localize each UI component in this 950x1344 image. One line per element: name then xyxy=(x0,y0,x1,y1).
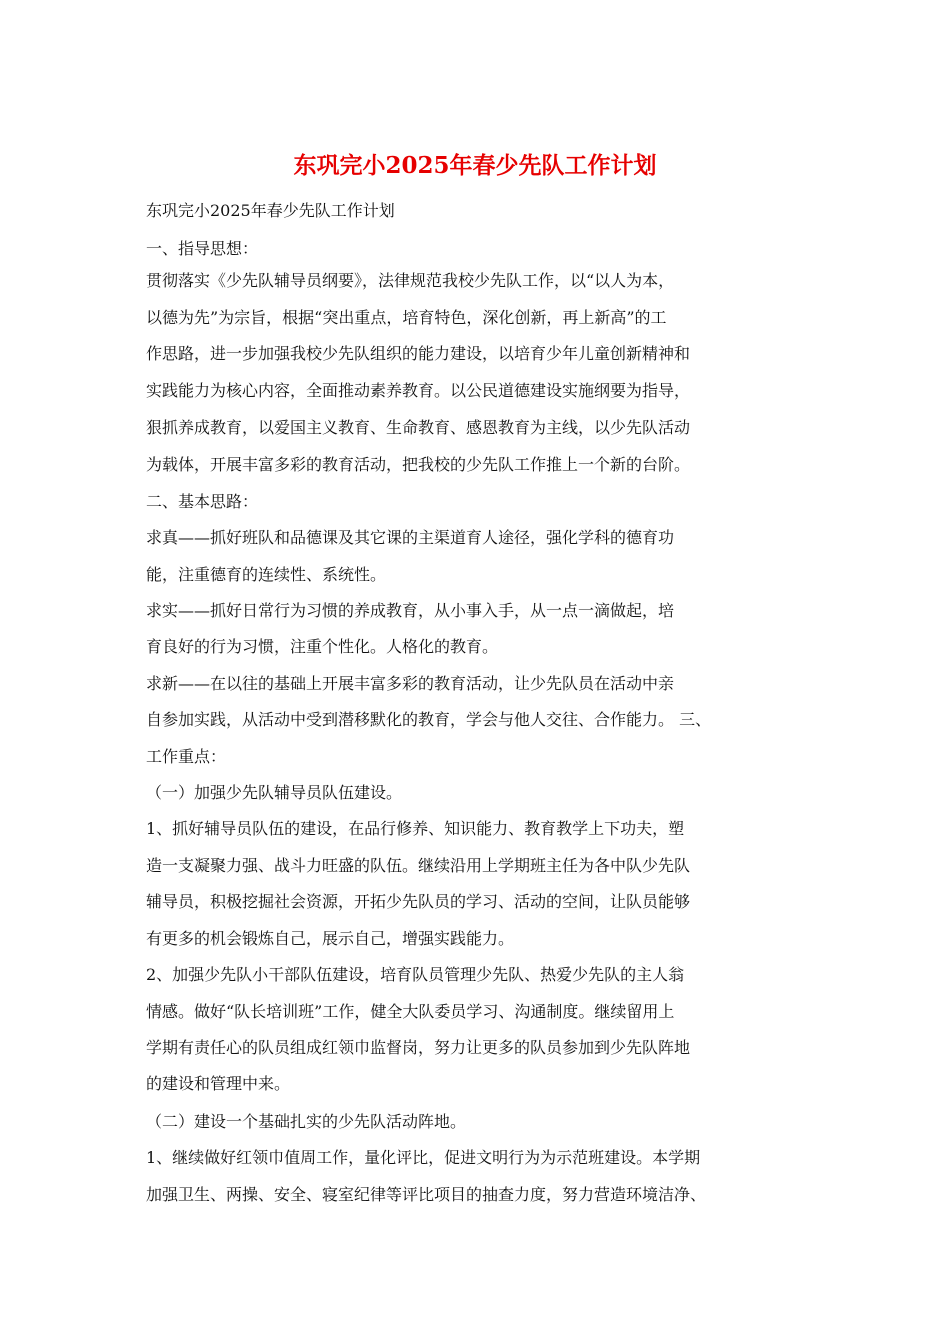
body-line: 有更多的机会锻炼自己，展示自己，增强实践能力。 xyxy=(146,929,515,948)
body-line: 辅导员，积极挖掘社会资源，开拓少先队员的学习、活动的空间，让队员能够 xyxy=(146,892,691,911)
body-line: 二、基本思路： xyxy=(146,492,259,511)
body-line: 2、加强少先队小干部队伍建设，培育队员管理少先队、热爱少先队的主人翁 xyxy=(146,965,685,984)
body-line: 求真——抓好班队和品德课及其它课的主渠道育人途径，强化学科的德育功 xyxy=(146,528,675,547)
body-line: （一）加强少先队辅导员队伍建设。 xyxy=(146,783,403,802)
body-line: 贯彻落实《少先队辅导员纲要》，法律规范我校少先队工作，以“以人为本， xyxy=(146,271,675,290)
body-line: 东巩完小2025年春少先队工作计划 xyxy=(146,201,395,220)
body-line: 为载体，开展丰富多彩的教育活动，把我校的少先队工作推上一个新的台阶。 xyxy=(146,455,691,474)
body-line: 一、指导思想： xyxy=(146,239,259,258)
body-line: 育良好的行为习惯，注重个性化。人格化的教育。 xyxy=(146,637,499,656)
body-line: 加强卫生、两操、安全、寝室纪律等评比项目的抽查力度，努力营造环境洁净、 xyxy=(146,1185,707,1204)
body-line: 求实——抓好日常行为习惯的养成教育，从小事入手，从一点一滴做起，培 xyxy=(146,601,675,620)
body-line: 实践能力为核心内容，全面推动素养教育。以公民道德建设实施纲要为指导， xyxy=(146,381,691,400)
body-line: 能，注重德育的连续性、系统性。 xyxy=(146,565,387,584)
body-line: 造一支凝聚力强、战斗力旺盛的队伍。继续沿用上学期班主任为各中队少先队 xyxy=(146,856,691,875)
body-line: 自参加实践，从活动中受到潜移默化的教育，学会与他人交往、合作能力。 三、 xyxy=(146,710,712,729)
body-line: 以德为先”为宗旨，根据“突出重点，培育特色，深化创新，再上新高”的工 xyxy=(146,308,667,327)
body-line: 的建设和管理中来。 xyxy=(146,1074,291,1093)
body-line: （二）建设一个基础扎实的少先队活动阵地。 xyxy=(146,1112,467,1131)
document-title: 东巩完小2025年春少先队工作计划 xyxy=(293,152,657,179)
body-line: 求新——在以往的基础上开展丰富多彩的教育活动，让少先队员在活动中亲 xyxy=(146,674,675,693)
body-line: 情感。做好“队长培训班”工作，健全大队委员学习、沟通制度。继续留用上 xyxy=(146,1002,675,1021)
body-line: 工作重点： xyxy=(146,747,227,766)
body-line: 1、继续做好红领巾值周工作，量化评比，促进文明行为为示范班建设。本学期 xyxy=(146,1148,701,1167)
body-line: 1、抓好辅导员队伍的建设，在品行修养、知识能力、教育教学上下功夫，塑 xyxy=(146,819,685,838)
body-line: 作思路，进一步加强我校少先队组织的能力建设，以培育少年儿童创新精神和 xyxy=(146,344,691,363)
body-line: 学期有责任心的队员组成红领巾监督岗，努力让更多的队员参加到少先队阵地 xyxy=(146,1038,691,1057)
body-line: 狠抓养成教育，以爱国主义教育、生命教育、感恩教育为主线，以少先队活动 xyxy=(146,418,691,437)
